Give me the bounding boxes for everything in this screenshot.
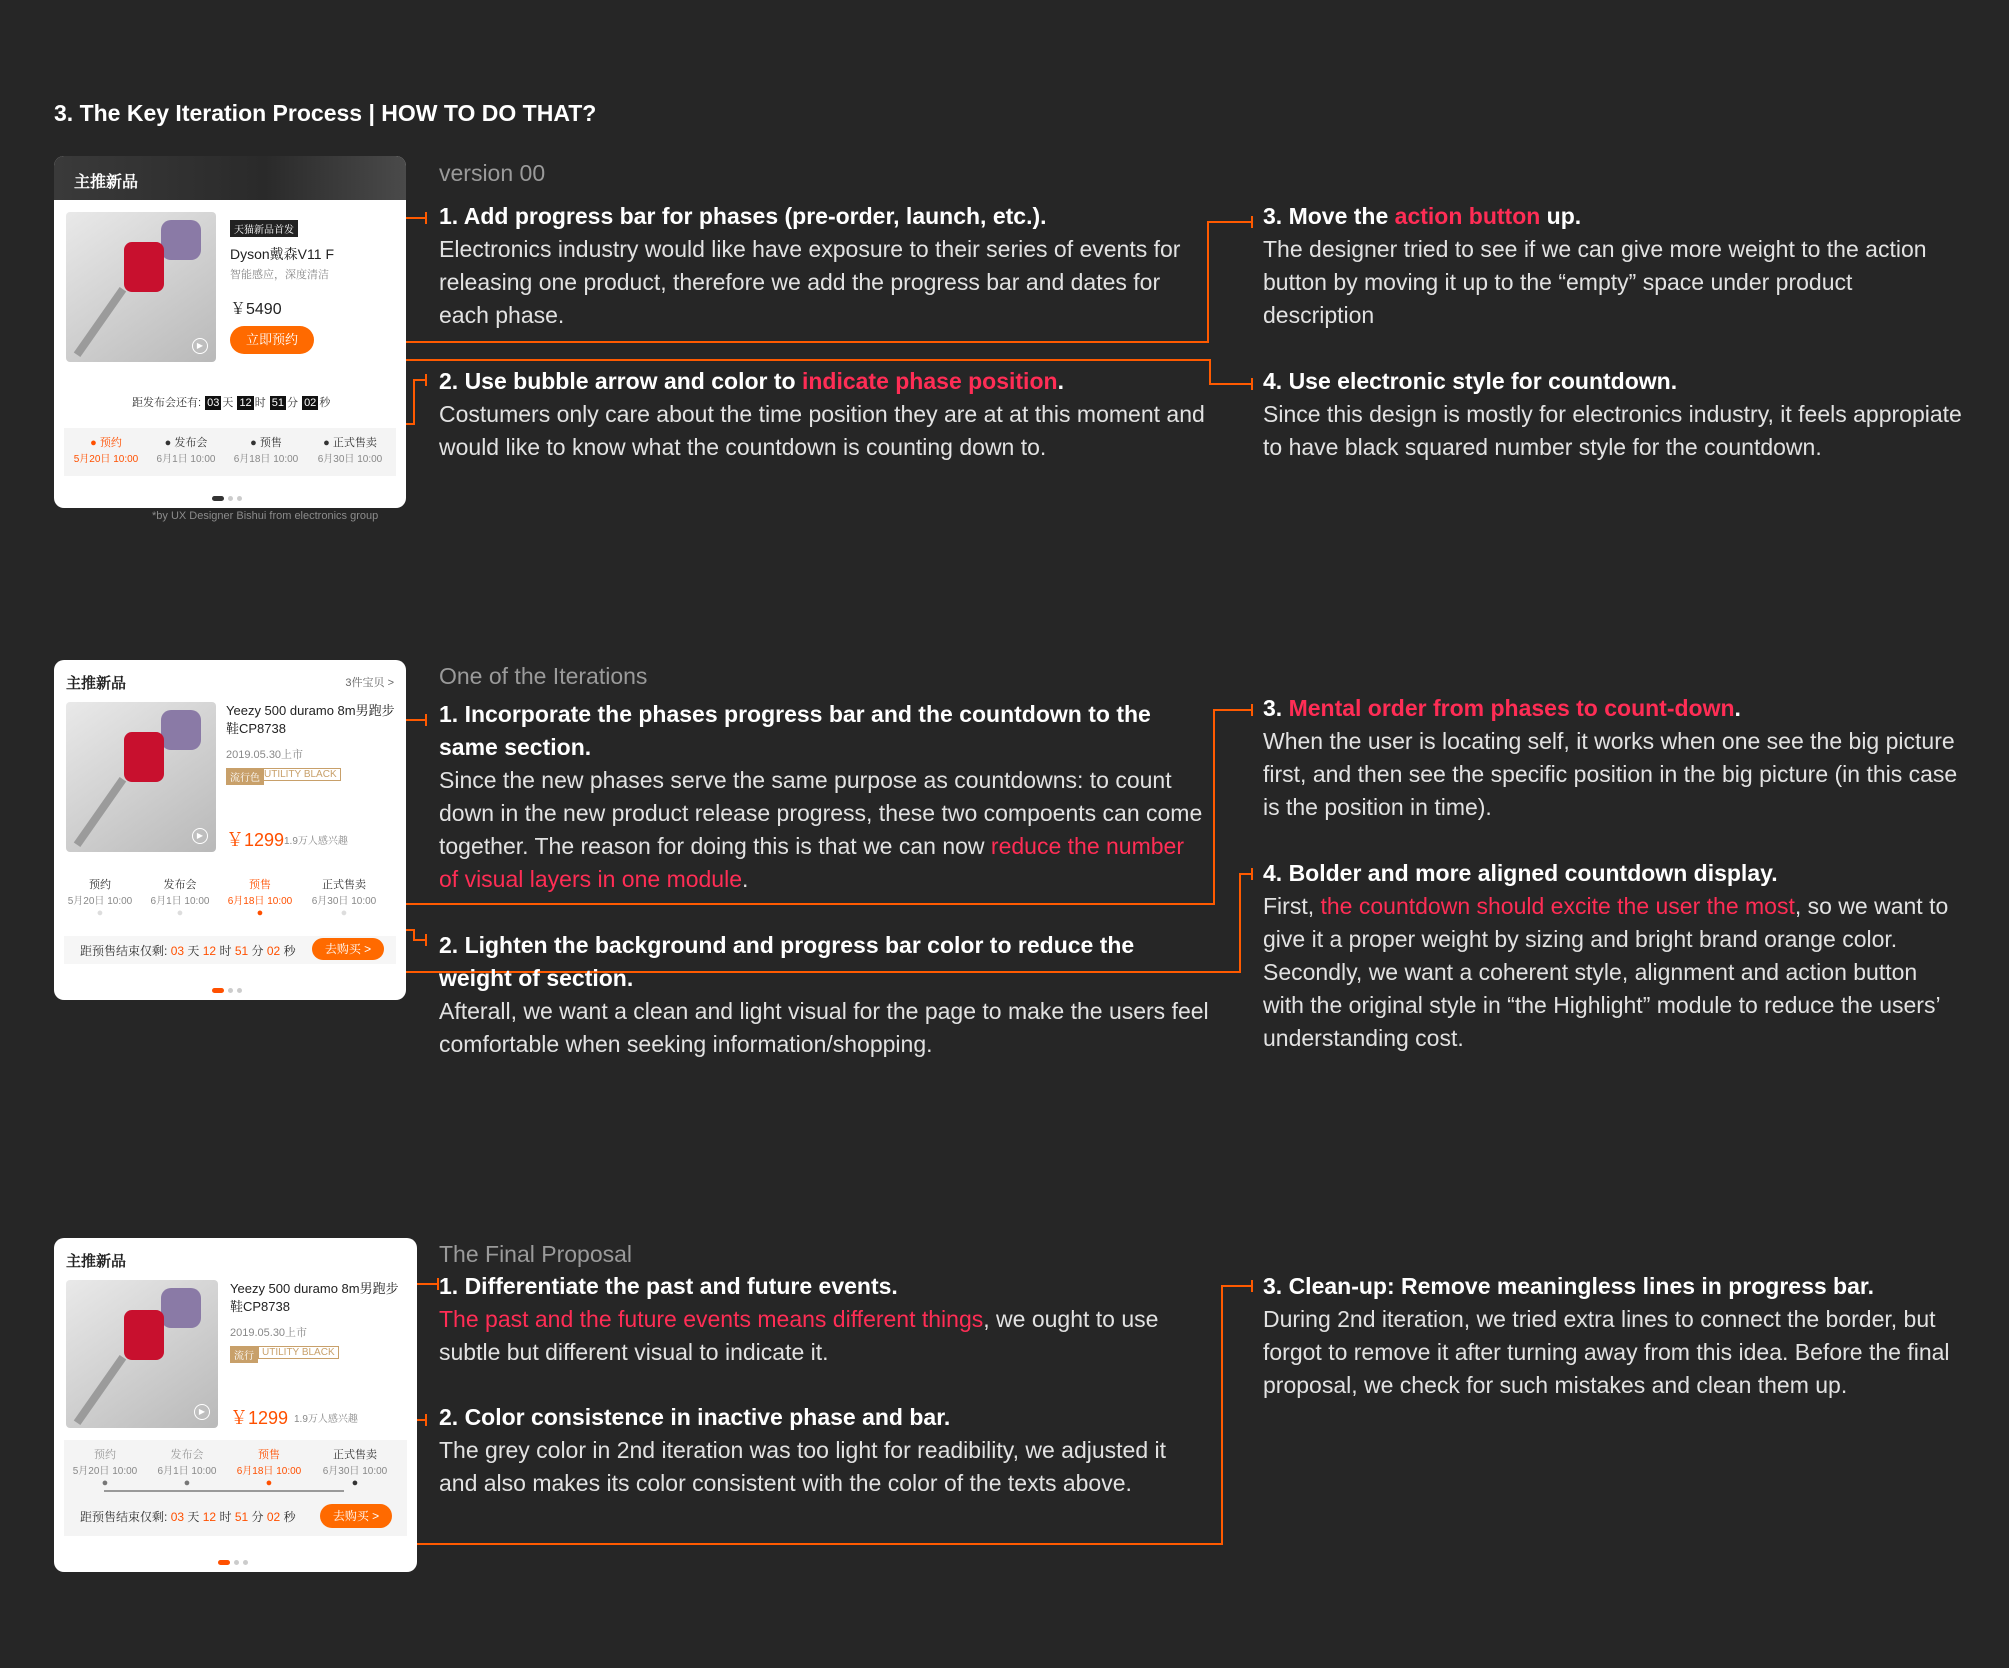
v0-cd-days-unit: 天 xyxy=(222,397,234,409)
v2-label: The Final Proposal xyxy=(439,1241,633,1267)
v0-product-image[interactable] xyxy=(66,212,216,362)
v0-cd-seconds-unit: 秒 xyxy=(319,397,331,409)
v2-phone-card xyxy=(54,1238,417,1572)
v1-countdown xyxy=(80,942,296,959)
v2-cd-hours: 12 xyxy=(202,1510,217,1524)
v0-cd-minutes: 51 xyxy=(271,397,284,409)
v1-point-4: 4. Bolder and more aligned countdown display. First, the countdown should excite the user the most, so we want to give it a proper weight by sizing and bright brand orange color. Secondly, we want a coherent style, alignment and action button with the original style in “the Highlight” module to reduce the users’ understanding cost. xyxy=(1263,860,1949,1051)
v1-phase-1[interactable]: 预约 5月20日 10:00 ● xyxy=(67,879,133,919)
v1-more-link[interactable]: 3件宝贝 > xyxy=(345,677,394,689)
v1-label: One of the Iterations xyxy=(439,663,648,689)
v0-card-header xyxy=(54,156,406,200)
v2-cd-seconds-unit: 秒 xyxy=(283,1510,296,1524)
v0-point-3: 3. Move the action button up. The designer tried to see if we can give more weight to the action button by moving it up to the “empty” space under product description xyxy=(1263,203,1927,328)
v1-product-image[interactable] xyxy=(66,702,216,852)
v1-cd-minutes: 51 xyxy=(234,944,249,958)
v2-cd-days-unit: 天 xyxy=(187,1510,200,1524)
v1-card-header: 主推新品 xyxy=(66,675,127,692)
v2-cd-minutes: 51 xyxy=(234,1510,249,1524)
v2-cd-days: 03 xyxy=(170,1510,185,1524)
v0-countdown-prefix: 距发布会还有: xyxy=(132,397,202,409)
v0-phase-1[interactable]: ● 预约 5月20日 10:00 xyxy=(73,437,139,465)
v0-cd-hours: 12 xyxy=(239,397,252,409)
v0-card-header-title: 主推新品 xyxy=(74,174,139,191)
v2-phase-4[interactable]: 正式售卖 6月30日 10:00 ● xyxy=(322,1449,388,1489)
v1-countdown-prefix: 距预售结束仅剩: xyxy=(80,944,168,958)
v2-product-name: Yeezy 500 duramo 8m男跑步鞋CP8738 xyxy=(230,1281,399,1314)
v2-phase-3[interactable]: 预售 6月18日 10:00 ● xyxy=(236,1449,302,1489)
v0-credit: *by UX Designer Bishui from electronics group xyxy=(152,510,379,522)
v1-cd-days-unit: 天 xyxy=(187,944,200,958)
v2-card-header: 主推新品 xyxy=(66,1253,127,1270)
v0-phase-3[interactable]: ● 预售 6月18日 10:00 xyxy=(233,437,299,465)
v2-tag-a: 流行 xyxy=(230,1346,258,1363)
v0-cd-days: 03 xyxy=(207,397,220,409)
v0-product-name: Dyson戴森V11 F xyxy=(230,246,334,262)
v0-cd-hours-unit: 时 xyxy=(254,397,266,409)
v1-page-dots xyxy=(210,980,244,998)
v1-point-2: 2. Lighten the background and progress bar color to reduce the weight of section. Afterall, we want a clean and light visual for the page to make the users feel comfortable when seeking information/shopping. xyxy=(439,932,1209,1057)
play-icon[interactable]: ▶ xyxy=(194,1404,210,1420)
v2-point-3: 3. Clean-up: Remove meaningless lines in progress bar. During 2nd iteration, we tried extra lines to connect the border, but forgot to remove it after turning away from this idea. Before the final proposal, we check for such mistakes and clean them up. xyxy=(1263,1273,1950,1398)
v1-interest: 1.9万人感兴趣 xyxy=(284,836,348,847)
v1-cd-seconds: 02 xyxy=(266,944,281,958)
v0-cd-minutes-unit: 分 xyxy=(287,397,298,409)
v2-product-image[interactable] xyxy=(66,1280,218,1428)
v1-phone-card xyxy=(54,660,406,1000)
v0-point-4: 4. Use electronic style for countdown. Since this design is mostly for electronics industry, it feels appropiate to have black squared number style for the countdown. xyxy=(1263,368,1962,460)
v1-phase-3[interactable]: 预售 6月18日 10:00 ● xyxy=(227,879,293,919)
v2-tag-b: UTILITY BLACK xyxy=(258,1346,339,1359)
v1-tag-b: UTILITY BLACK xyxy=(260,768,341,781)
v0-label: version 00 xyxy=(439,160,546,186)
v2-phase-1[interactable]: 预约 5月20日 10:00 ● xyxy=(72,1449,138,1489)
v2-countdown xyxy=(80,1508,296,1525)
v2-page-dots xyxy=(216,1552,250,1570)
v2-phase-2[interactable]: 发布会 6月1日 10:00 ● xyxy=(157,1449,217,1489)
page-title: 3. The Key Iteration Process | HOW TO DO THAT? xyxy=(54,100,597,126)
v1-cd-seconds-unit: 秒 xyxy=(283,944,296,958)
v1-cd-hours-unit: 时 xyxy=(219,944,232,958)
v1-phase-2[interactable]: 发布会 6月1日 10:00 ● xyxy=(150,879,210,919)
v1-cd-minutes-unit: 分 xyxy=(251,944,264,958)
v0-phone-card xyxy=(54,156,406,508)
v0-price: ￥5490 xyxy=(230,301,282,318)
v2-countdown-prefix: 距预售结束仅剩: xyxy=(80,1510,168,1524)
v2-buy-button[interactable]: 去购买 > xyxy=(320,1504,392,1528)
v0-point-2: 2. Use bubble arrow and color to indicate phase position. Costumers only care about the time position they are at at this moment and would like to know what the countdown is counting down to. xyxy=(439,368,1205,460)
v1-cd-hours: 12 xyxy=(202,944,217,958)
v1-point-3: 3. Mental order from phases to count-down. When the user is locating self, it works when one see the big picture first, and then see the specific position in the big picture (in this case is the position in time). xyxy=(1263,695,1958,820)
v0-cd-seconds: 02 xyxy=(304,397,317,409)
v0-badge: 天猫新品首发 xyxy=(230,220,298,237)
v2-cd-hours-unit: 时 xyxy=(219,1510,232,1524)
v2-point-1: 1. Differentiate the past and future events. The past and the future events means different things, we ought to use subtle but different visual to indicate it. xyxy=(439,1273,1159,1365)
play-icon[interactable]: ▶ xyxy=(192,828,208,844)
v1-date: 2019.05.30上市 xyxy=(226,749,304,761)
v0-product-desc: 智能感应，深度清洁 xyxy=(230,269,329,281)
v2-price: ￥1299 xyxy=(230,1408,289,1428)
v0-page-dots xyxy=(210,488,244,506)
v0-countdown xyxy=(132,394,330,410)
v1-product-name: Yeezy 500 duramo 8m男跑步鞋CP8738 xyxy=(226,703,395,736)
v2-interest: 1.9万人感兴趣 xyxy=(294,1414,358,1425)
v1-phase-4[interactable]: 正式售卖 6月30日 10:00 ● xyxy=(311,879,377,919)
v0-phase-4[interactable]: ● 正式售卖 6月30日 10:00 xyxy=(317,437,383,465)
v2-point-2: 2. Color consistence in inactive phase and bar. The grey color in 2nd iteration was too light for readibility, we adjusted it and also makes its color consistent with the color of the texts above. xyxy=(439,1404,1167,1496)
v2-date: 2019.05.30上市 xyxy=(230,1327,308,1339)
v2-progress-line xyxy=(104,1490,344,1492)
v1-cd-days: 03 xyxy=(170,944,185,958)
v2-cd-seconds: 02 xyxy=(266,1510,281,1524)
v1-point-1: 1. Incorporate the phases progress bar and the countdown to the same section. Since the new phases serve the same purpose as countdowns: to count down in the new product release progress, these two compoents can come together. The reason for doing this is that we can now reduce the number of visual layers in one module. xyxy=(439,701,1203,892)
v0-phase-2[interactable]: ● 发布会 6月1日 10:00 xyxy=(156,437,216,465)
v1-price: ￥1299 xyxy=(226,830,285,850)
v0-point-1: 1. Add progress bar for phases (pre-order, launch, etc.). Electronics industry would like have exposure to their series of events for releasing one product, therefore we add the progress bar and dates for each phase. xyxy=(439,203,1181,328)
v2-cd-minutes-unit: 分 xyxy=(251,1510,264,1524)
v0-reserve-button[interactable]: 立即预约 xyxy=(230,326,314,354)
v1-buy-button[interactable]: 去购买 > xyxy=(312,938,384,960)
play-icon[interactable]: ▶ xyxy=(192,338,208,354)
v1-tag-a: 流行色 xyxy=(226,768,264,785)
